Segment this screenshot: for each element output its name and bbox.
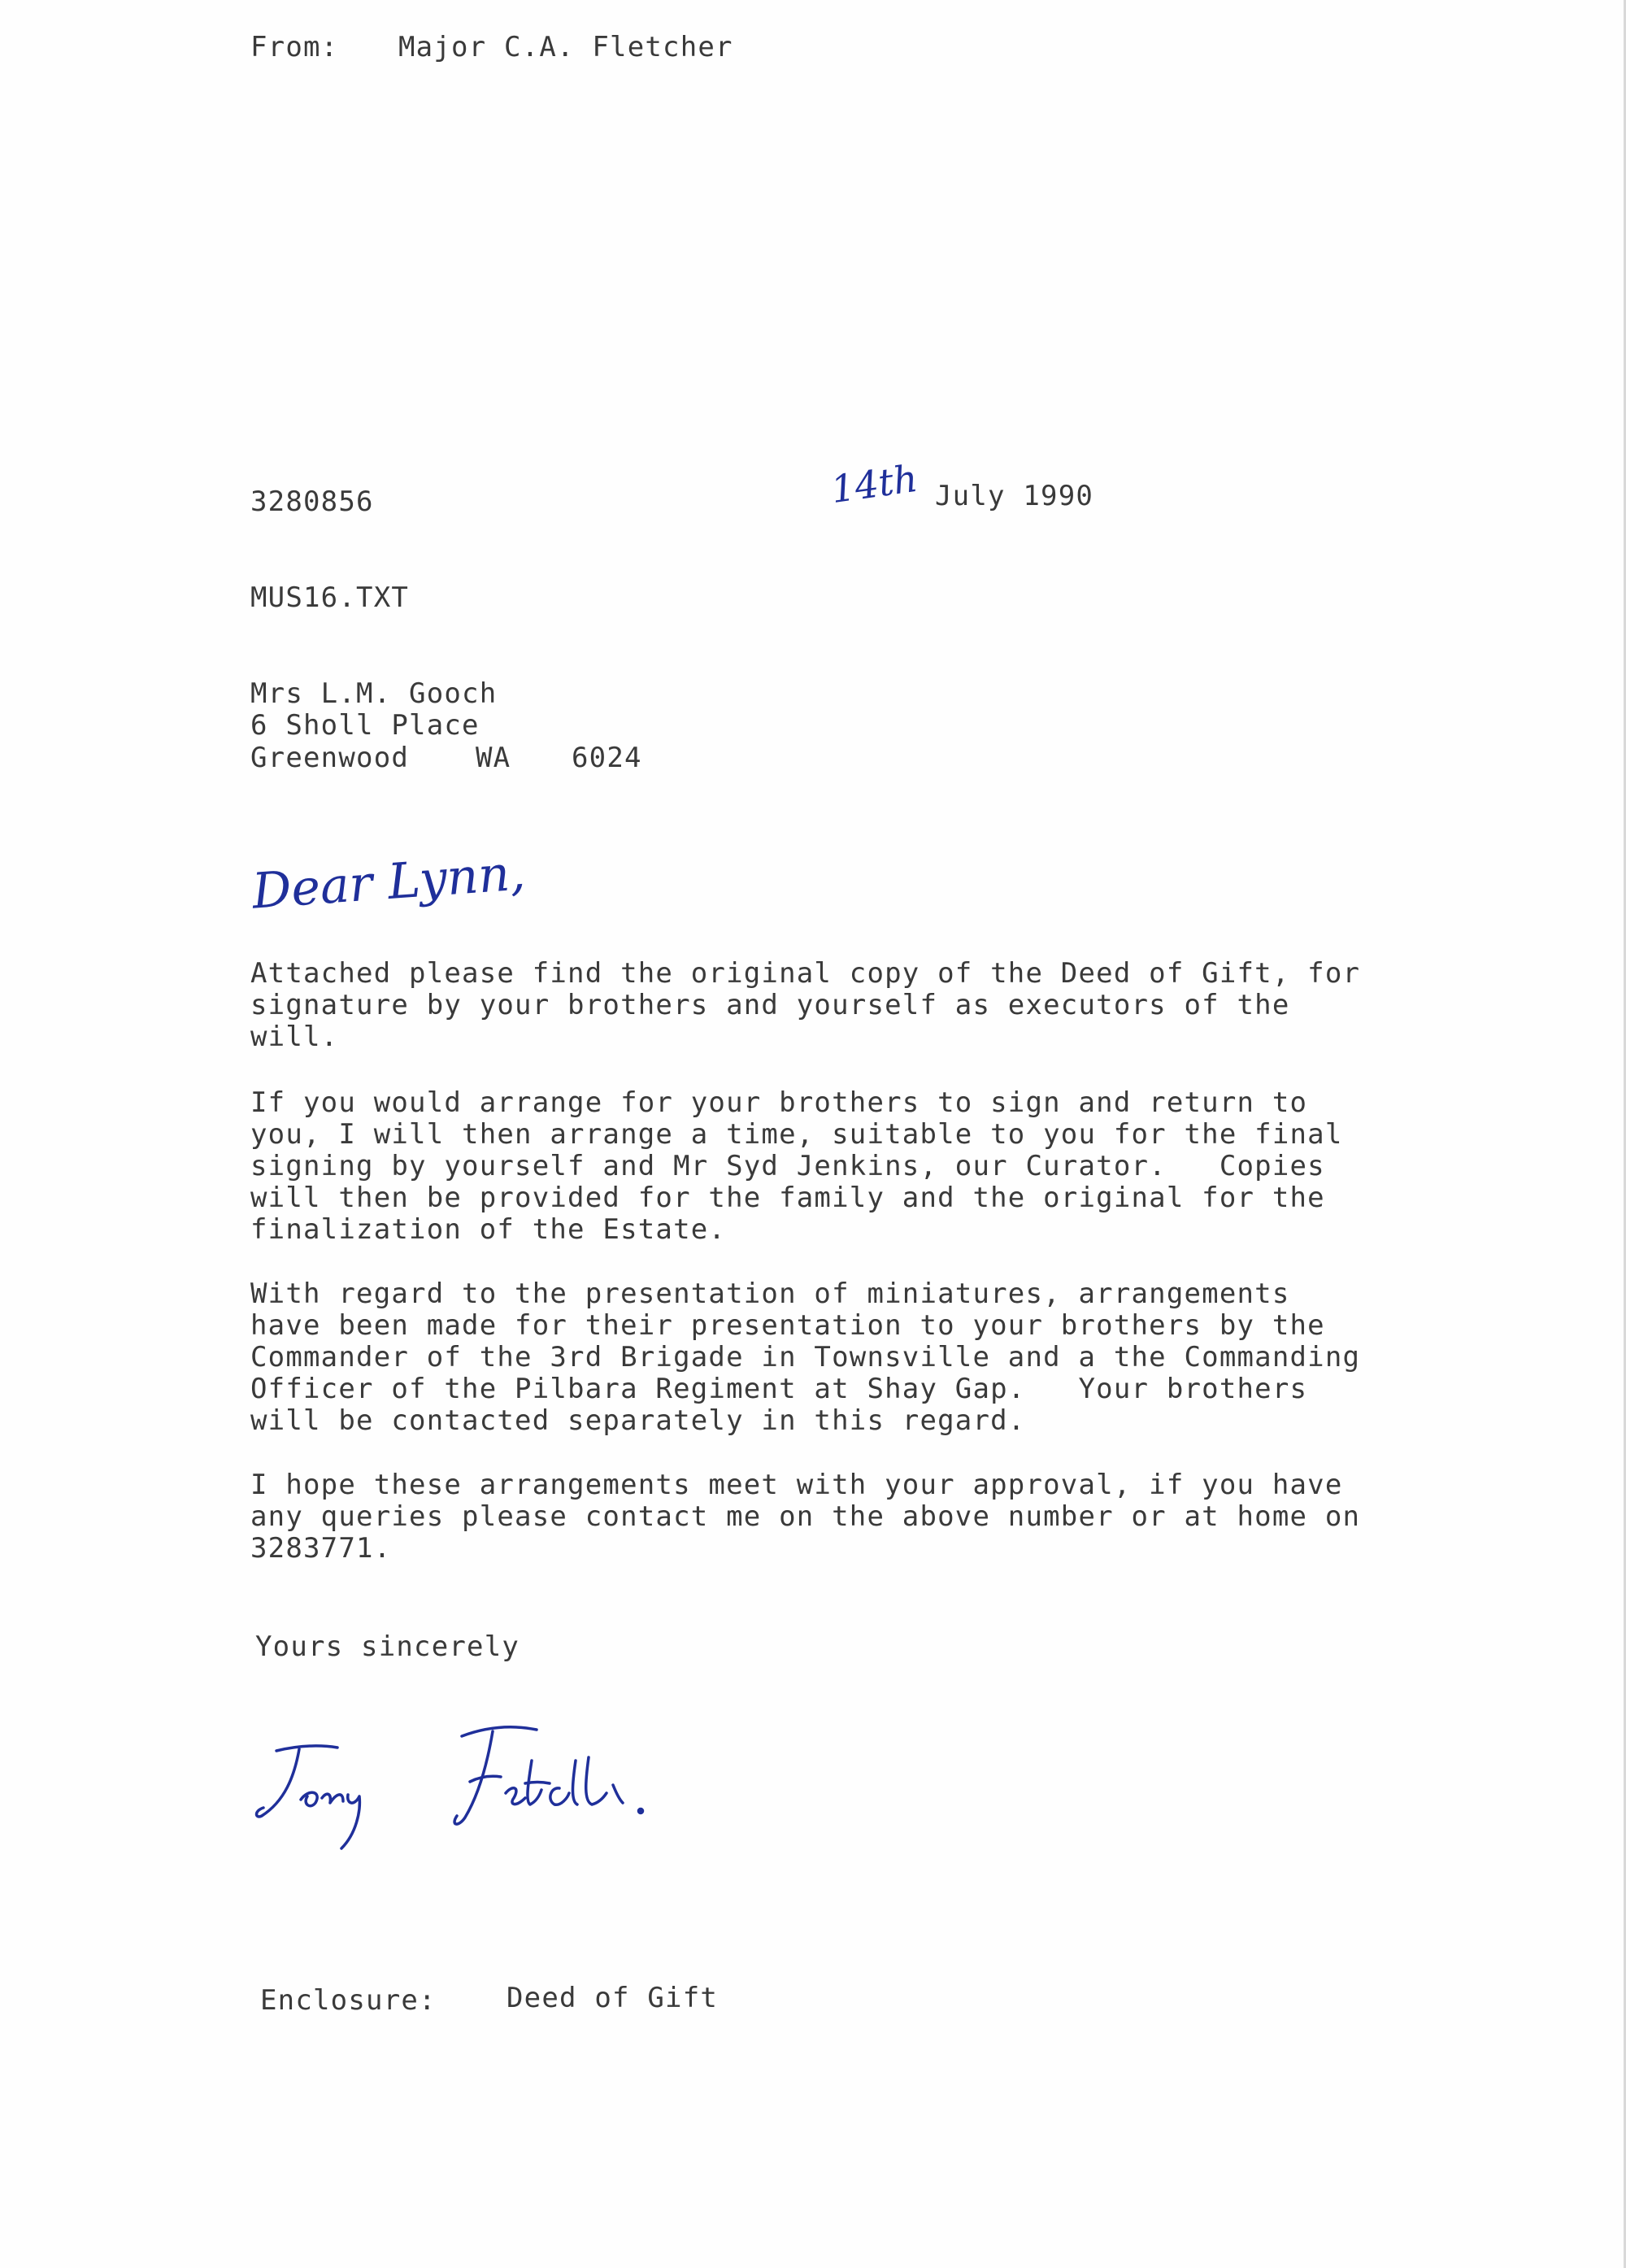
para3-line: have been made for their presentation to your brothers by the	[250, 1309, 1325, 1342]
recipient-street: 6 Sholl Place	[250, 709, 480, 742]
para2-line: If you would arrange for your brothers to sign and return to	[250, 1086, 1308, 1119]
para4-line: any queries please contact me on the above number or at home on	[250, 1500, 1361, 1533]
recipient-state: WA	[476, 742, 511, 774]
handwritten-salutation: Dear Lynn,	[250, 844, 528, 921]
reference-number: 3280856	[250, 485, 374, 518]
para1-line: will.	[250, 1021, 339, 1053]
body-paragraph-2	[250, 1087, 1470, 1246]
recipient-suburb: Greenwood	[250, 742, 410, 774]
closing-text: Yours sincerely	[255, 1630, 520, 1663]
para4-line: 3283771.	[250, 1532, 392, 1565]
enclosure-value: Deed of Gift	[506, 1982, 719, 2014]
body-paragraph-3	[250, 1278, 1470, 1437]
typed-date: July 1990	[935, 480, 1094, 512]
file-reference: MUS16.TXT	[250, 581, 410, 614]
from-name: Major C.A. Fletcher	[398, 31, 733, 63]
para1-line: signature by your brothers and yourself as executors of the	[250, 989, 1290, 1021]
para4-line: I hope these arrangements meet with your approval, if you have	[250, 1469, 1343, 1501]
para3-line: will be contacted separately in this regard.	[250, 1404, 1026, 1437]
body-paragraph-1	[250, 958, 1470, 1053]
from-label: From:	[250, 31, 339, 63]
recipient-postcode: 6024	[572, 742, 642, 774]
para3-line: Officer of the Pilbara Regiment at Shay Gap. Your brothers	[250, 1373, 1308, 1405]
para2-line: signing by yourself and Mr Syd Jenkins, our Curator. Copies	[250, 1150, 1325, 1182]
signature	[252, 1720, 707, 1858]
para3-line: With regard to the presentation of miniatures, arrangements	[250, 1278, 1290, 1310]
para2-line: finalization of the Estate.	[250, 1213, 727, 1246]
para2-line: you, I will then arrange a time, suitable to you for the final	[250, 1118, 1343, 1151]
recipient-name: Mrs L.M. Gooch	[250, 677, 498, 710]
para2-line: will then be provided for the family and the original for the	[250, 1182, 1325, 1214]
para1-line: Attached please find the original copy of the Deed of Gift, for	[250, 957, 1361, 990]
enclosure-label: Enclosure:	[260, 1984, 437, 2017]
handwritten-date-day: 14th	[828, 455, 920, 512]
body-paragraph-4	[250, 1469, 1470, 1565]
para3-line: Commander of the 3rd Brigade in Townsville and a the Commanding	[250, 1341, 1361, 1373]
